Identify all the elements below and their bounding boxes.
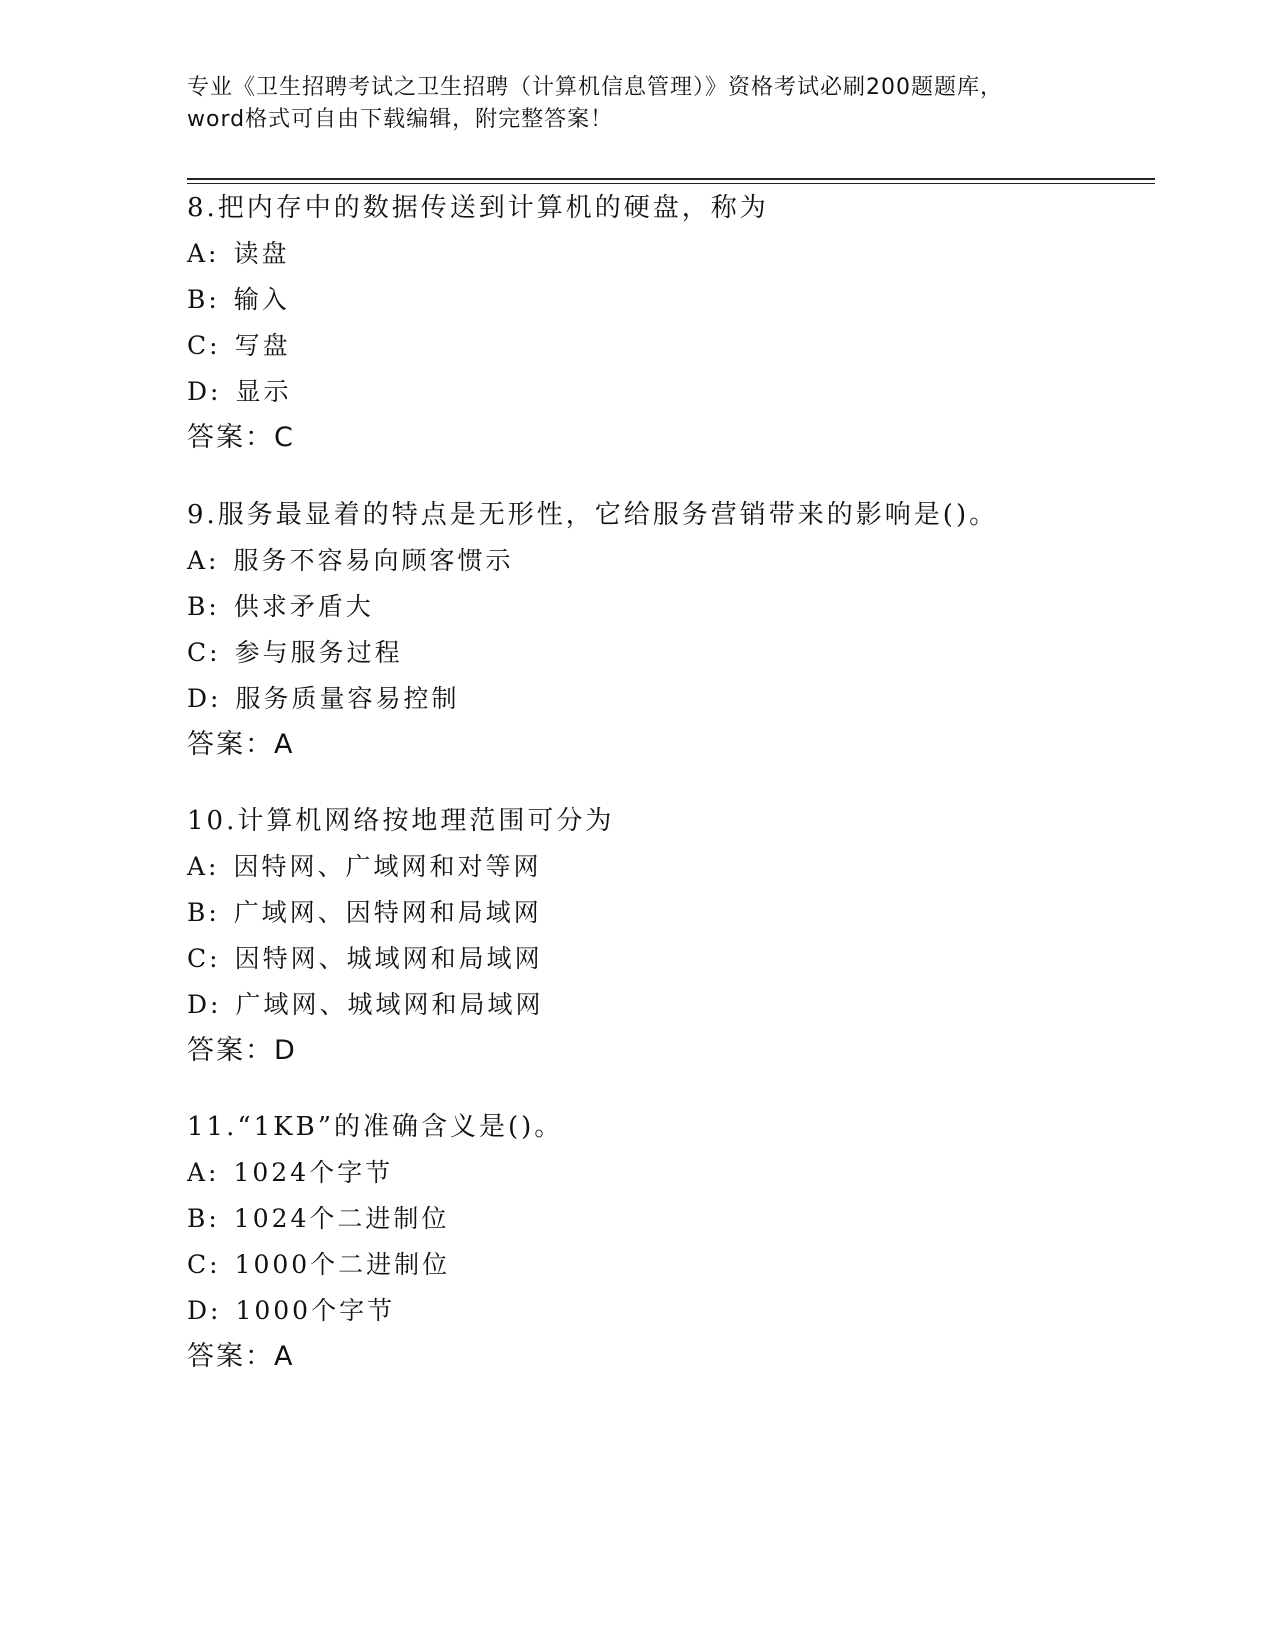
option-text: 写盘: [234, 331, 291, 360]
option-text: 供求矛盾大: [233, 592, 374, 621]
option-text: 1024个二进制位: [233, 1204, 450, 1233]
answer: 答案：A: [187, 729, 295, 760]
option-a: [187, 231, 1147, 277]
option-letter: B:: [187, 1204, 220, 1233]
option-b: [187, 1196, 1147, 1242]
option-text: 参与服务过程: [234, 638, 403, 667]
option-letter: C:: [187, 1250, 221, 1279]
option-letter: B:: [187, 898, 220, 927]
option-letter: A:: [187, 852, 220, 881]
answer: 答案：D: [187, 1035, 297, 1066]
option-c: [187, 1242, 1147, 1288]
option-letter: D:: [187, 1296, 222, 1325]
option-letter: B:: [187, 592, 220, 621]
question-title: 10.计算机网络按地理范围可分为: [187, 806, 615, 836]
question-9: [187, 492, 1147, 768]
option-text: 服务不容易向顾客惯示: [233, 546, 514, 575]
option-text: 输入: [233, 285, 290, 314]
option-a: [187, 844, 1147, 890]
option-text: 广域网、城域网和局域网: [235, 990, 544, 1019]
header-divider-thick: [187, 178, 1155, 180]
question-8: [187, 185, 1147, 461]
option-letter: A:: [187, 1158, 220, 1187]
answer: 答案：A: [187, 1341, 295, 1372]
option-c: [187, 323, 1147, 369]
option-letter: D:: [187, 684, 222, 713]
option-letter: A:: [187, 546, 220, 575]
question-10: [187, 798, 1147, 1074]
option-b: [187, 890, 1147, 936]
option-text: 显示: [235, 377, 292, 406]
question-title: 11.“1KB”的准确含义是()。: [187, 1112, 564, 1142]
header-divider-thin: [187, 183, 1155, 184]
option-text: 广域网、因特网和局域网: [233, 898, 542, 927]
answer: 答案：C: [187, 422, 295, 453]
option-text: 服务质量容易控制: [235, 684, 460, 713]
header-line-1: 专业《卫生招聘考试之卫生招聘（计算机信息管理）》资格考试必刷200题题库，: [187, 75, 1003, 100]
option-letter: C:: [187, 944, 221, 973]
option-letter: C:: [187, 331, 221, 360]
option-text: 读盘: [233, 239, 290, 268]
option-d: [187, 982, 1147, 1028]
question-11: [187, 1104, 1147, 1380]
option-a: [187, 1150, 1147, 1196]
option-d: [187, 1288, 1147, 1334]
option-letter: C:: [187, 638, 221, 667]
option-c: [187, 936, 1147, 982]
option-text: 1000个字节: [235, 1296, 396, 1325]
option-letter: A:: [187, 239, 220, 268]
question-title: 8.把内存中的数据传送到计算机的硬盘，称为: [187, 193, 769, 223]
option-a: [187, 538, 1147, 584]
option-c: [187, 630, 1147, 676]
option-text: 因特网、广域网和对等网: [233, 852, 542, 881]
header-line-2: word格式可自由下载编辑，附完整答案！: [187, 107, 614, 132]
option-letter: B:: [187, 285, 220, 314]
option-d: [187, 676, 1147, 722]
option-d: [187, 369, 1147, 415]
option-b: [187, 277, 1147, 323]
option-letter: D:: [187, 377, 222, 406]
option-text: 1024个字节: [233, 1158, 394, 1187]
option-text: 因特网、城域网和局域网: [234, 944, 543, 973]
document-header: [187, 72, 1107, 136]
question-title: 9.服务最显着的特点是无形性，它给服务营销带来的影响是()。: [187, 500, 999, 530]
option-letter: D:: [187, 990, 222, 1019]
option-b: [187, 584, 1147, 630]
option-text: 1000个二进制位: [234, 1250, 451, 1279]
